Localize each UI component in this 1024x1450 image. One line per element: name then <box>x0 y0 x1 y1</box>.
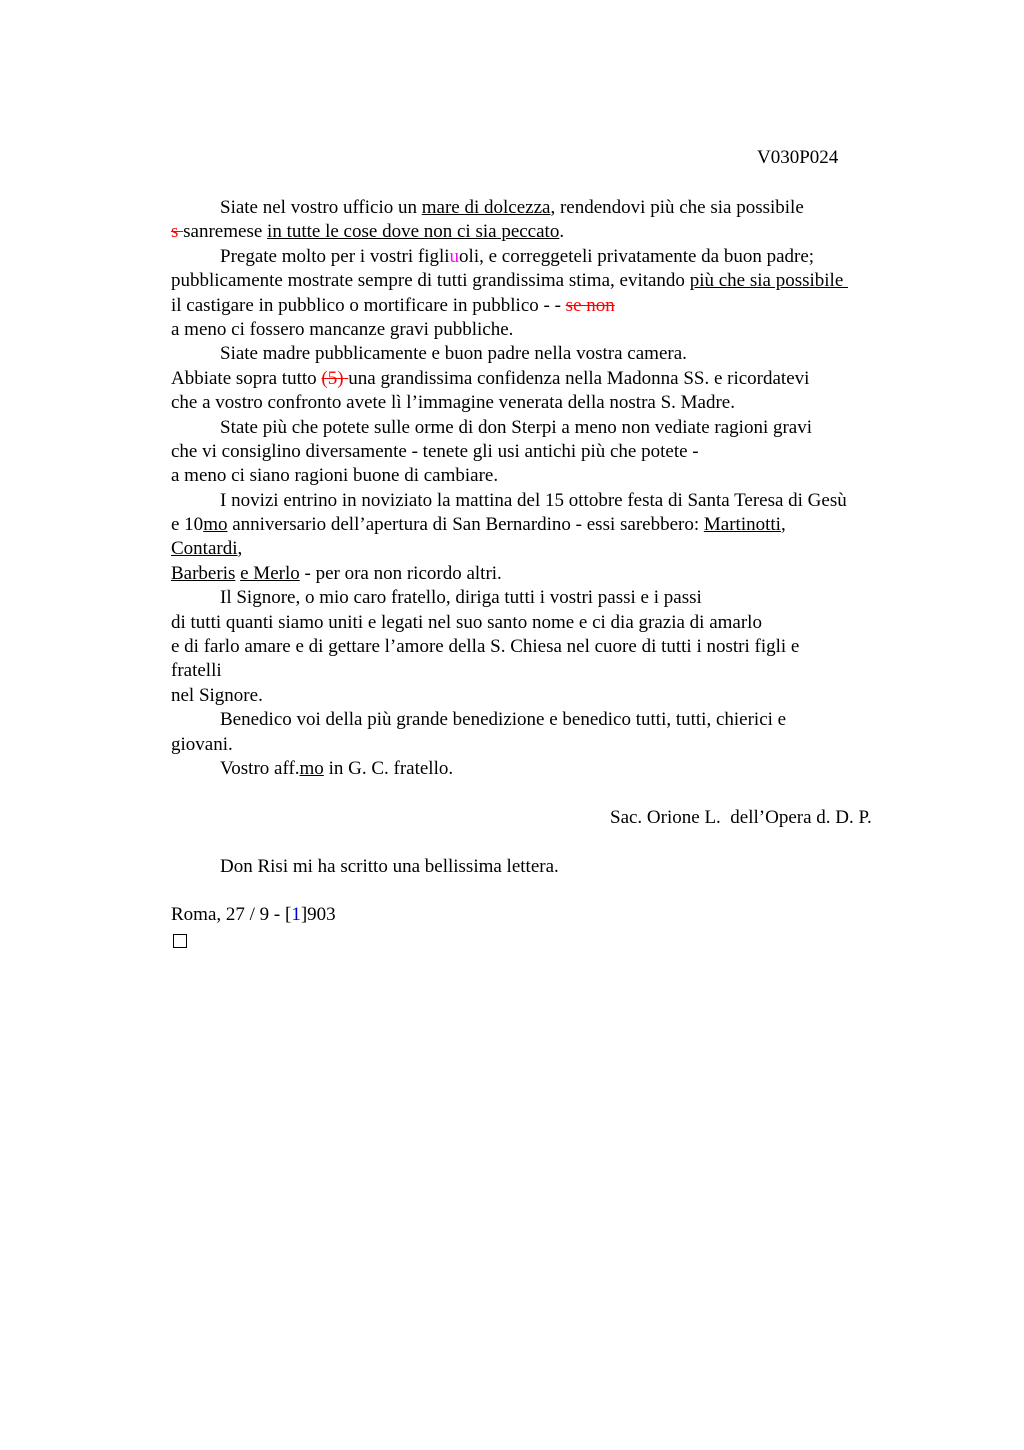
text-run: Roma, 27 / 9 - [ <box>171 904 292 926</box>
underlined-text: Barberis <box>171 562 236 584</box>
postscript: Don Risi mi ha scritto una bellissima lettera. <box>220 855 559 877</box>
spacer <box>171 830 911 854</box>
text-line <box>171 586 911 610</box>
text-line <box>171 318 911 342</box>
text-run: e 10 <box>171 514 204 536</box>
text-line <box>171 513 911 537</box>
reference-code: V030P024 <box>757 147 839 168</box>
text-run: , rendendovi più che sia possibile <box>550 197 804 218</box>
letter-body <box>171 196 911 955</box>
underlined-text: mo <box>203 514 228 536</box>
text-run: Abbiate sopra tutto <box>171 367 322 389</box>
deleted-text: se non <box>565 294 615 316</box>
text-run: anniversario dell’apertura di San Bernardino - essi sarebbero: <box>227 514 704 536</box>
text-run: in G. C. fratello. <box>323 757 454 779</box>
text-line <box>171 342 911 366</box>
spacer <box>171 879 911 903</box>
text-run: una grandissima confidenza nella Madonna SS. e ricordatevi <box>348 367 810 389</box>
text-run: Pregate molto per i vostri figli <box>220 245 450 267</box>
text-line <box>171 635 911 659</box>
text-run: . <box>559 221 565 243</box>
text-run: il castigare in pubblico o mortificare in pubblico - - <box>171 294 566 316</box>
text-run: , <box>780 514 786 536</box>
text-run: di tutti quanti siamo uniti e legati nel suo santo nome e ci dia grazia di amarlo <box>171 611 762 633</box>
text-line <box>171 464 911 488</box>
text-run: oli, e correggeteli privatamente da buon padre; <box>459 245 815 267</box>
text-line <box>171 562 911 586</box>
text-run: , <box>237 538 243 560</box>
text-line <box>171 611 911 635</box>
text-run: nel Signore. <box>171 684 263 706</box>
text-run: pubblicamente mostrate sempre di tutti grandissima stima, evitando <box>171 270 690 292</box>
inserted-letter: u <box>449 245 460 267</box>
underlined-text: mo <box>299 757 324 779</box>
text-line <box>171 220 911 244</box>
text-run: che a vostro confronto avete lì l’immagine venerata della nostra S. Madre. <box>171 392 735 414</box>
underlined-text: in tutte le cose dove non ci sia peccato <box>267 221 560 243</box>
date-line <box>171 903 911 927</box>
text-line <box>171 489 911 513</box>
text-run: a meno ci siano ragioni buone di cambiare. <box>171 465 499 487</box>
text-line <box>171 367 911 391</box>
text-line <box>171 391 911 415</box>
text-run: Siate madre pubblicamente e buon padre nella vostra camera. <box>220 343 687 365</box>
square-icon <box>173 934 187 948</box>
text-run: sanremese <box>183 221 268 243</box>
text-line <box>171 733 911 757</box>
text-line <box>171 416 911 440</box>
text-line <box>171 440 911 464</box>
underlined-text: e Merlo <box>240 562 300 584</box>
text-line <box>171 196 911 220</box>
text-line <box>171 269 911 293</box>
editorial-insertion: 1 <box>291 904 301 926</box>
signature: Sac. Orione L. dell’Opera d. D. P. <box>610 806 872 828</box>
text-line <box>171 708 911 732</box>
text-run: Il Signore, o mio caro fratello, diriga tutti i vostri passi e i passi <box>220 587 702 609</box>
text-line <box>171 294 911 318</box>
underlined-text: Martinotti <box>703 514 781 536</box>
text-run: a meno ci fossero mancanze gravi pubbliche. <box>171 318 514 340</box>
text-line <box>171 757 911 781</box>
text-run: I novizi entrino in noviziato la mattina del 15 ottobre festa di Santa Teresa di Gesù <box>220 489 847 511</box>
spacer <box>171 781 911 805</box>
text-run: Siate nel vostro ufficio un <box>220 197 422 218</box>
deleted-text: (5) <box>321 367 349 389</box>
text-run: Vostro aff. <box>220 757 300 779</box>
underlined-text: mare di dolcezza <box>421 197 551 218</box>
text-run: Benedico voi della più grande benedizione e benedico tutti, tutti, chierici e <box>220 709 787 731</box>
text-line <box>171 245 911 269</box>
underlined-text: più che sia possibile <box>689 270 848 292</box>
underlined-text: Contardi <box>171 538 238 560</box>
text-line <box>171 684 911 708</box>
text-run: State più che potete sulle orme di don Sterpi a meno non vediate ragioni gravi <box>220 416 813 438</box>
text-run: che vi consiglino diversamente - tenete gli usi antichi più che potete - <box>171 440 699 462</box>
text-line <box>171 659 911 683</box>
text-run: ]903 <box>300 904 336 926</box>
text-run: - per ora non ricordo altri. <box>299 562 502 584</box>
text-run: giovani. <box>171 733 233 755</box>
text-line <box>171 537 911 561</box>
deleted-text: s <box>171 221 184 243</box>
text-run: fratelli <box>171 660 222 682</box>
text-run: e di farlo amare e di gettare l’amore della S. Chiesa nel cuore di tutti i nostri figli e <box>171 636 800 658</box>
end-mark-box <box>171 928 911 955</box>
